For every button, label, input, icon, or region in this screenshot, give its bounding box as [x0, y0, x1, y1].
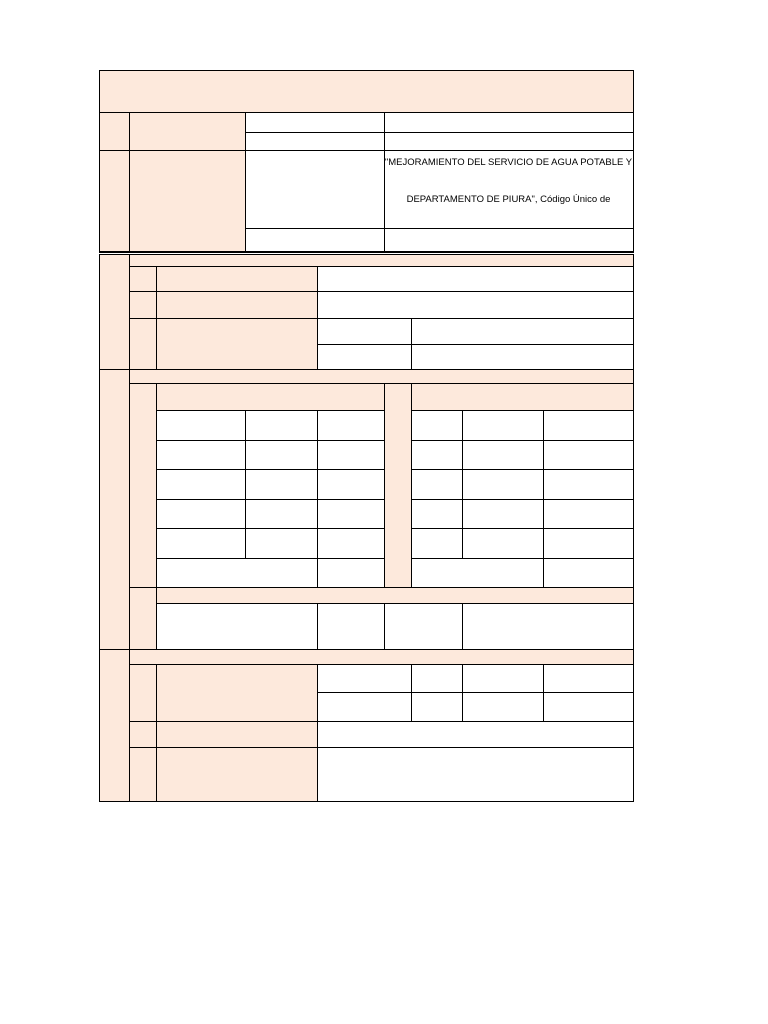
- s4-1-right-r1-c1: [411, 410, 463, 441]
- s5-2-index: [129, 721, 157, 748]
- s1-value-a1: [384, 112, 634, 133]
- s5-1-cell-c1: [462, 664, 544, 693]
- s5-1-cell-b1: [411, 664, 463, 693]
- s5-1-cell-b2: [411, 692, 463, 722]
- s3-3-value-b: [411, 344, 634, 370]
- s4-1-left-total-label: [156, 558, 318, 588]
- s1-index: [99, 112, 130, 151]
- s5-3-label: [156, 747, 318, 802]
- s4-2-index: [129, 587, 157, 650]
- section-divider: [99, 251, 634, 253]
- s5-2-label: [156, 721, 318, 748]
- s3-3-index: [129, 318, 157, 370]
- s4-1-right-r2-c3: [543, 440, 634, 470]
- s4-1-left-r3-c1: [156, 469, 246, 500]
- s3-index: [99, 254, 130, 370]
- s4-1-right-total-value: [543, 558, 634, 588]
- s5-index: [99, 649, 130, 802]
- s4-1-right-header: [411, 383, 634, 411]
- s4-1-left-header: [156, 383, 385, 411]
- s2-label: [129, 150, 246, 253]
- s4-1-right-r2-c1: [411, 440, 463, 470]
- s4-1-left-r2-c1: [156, 440, 246, 470]
- s4-1-right-r5-c3: [543, 528, 634, 559]
- s4-1-right-r1-c2: [462, 410, 544, 441]
- s4-index: [99, 369, 130, 650]
- s3-3-label: [156, 318, 318, 370]
- s4-1-right-r5-c1: [411, 528, 463, 559]
- s4-1-right-r2-c2: [462, 440, 544, 470]
- s2-field-code: [245, 228, 385, 253]
- s5-1-cell-a1: [317, 664, 412, 693]
- s1-value-a2: [384, 132, 634, 151]
- s1-field-a1: [245, 112, 385, 133]
- s5-1-cell-c2: [462, 692, 544, 722]
- s4-2-cell-d: [462, 603, 634, 650]
- project-name-line-2: DEPARTAMENTO DE PIURA", Código Único de: [406, 194, 611, 205]
- s4-1-right-r4-c3: [543, 499, 634, 529]
- s4-2-cell-a: [156, 603, 318, 650]
- s5-1-cell-a2: [317, 692, 412, 722]
- s3-2-label: [156, 291, 318, 319]
- s3-3-field-b: [317, 344, 412, 370]
- s4-1-left-r1-c2: [245, 410, 318, 441]
- s4-1-left-r3-c3: [317, 469, 385, 500]
- s5-1-label: [156, 664, 318, 722]
- s5-2-value: [317, 721, 634, 748]
- s4-1-right-r4-c2: [462, 499, 544, 529]
- s2-value-code: [384, 228, 634, 253]
- s4-1-left-r4-c1: [156, 499, 246, 529]
- s4-1-left-r5-c2: [245, 528, 318, 559]
- title-band: [99, 70, 634, 113]
- s2-field-name: [245, 150, 385, 229]
- s3-1-value: [317, 266, 634, 292]
- s4-1-left-r5-c1: [156, 528, 246, 559]
- s5-3-value: [317, 747, 634, 802]
- s4-1-right-r3-c3: [543, 469, 634, 500]
- s4-1-left-total-value: [317, 558, 385, 588]
- s5-1-cell-d1: [543, 664, 634, 693]
- s1-label: [129, 112, 246, 151]
- s4-1-index: [129, 383, 157, 588]
- s4-header: [129, 369, 634, 384]
- s4-1-right-r5-c2: [462, 528, 544, 559]
- s4-1-left-r4-c2: [245, 499, 318, 529]
- s4-1-left-r2-c2: [245, 440, 318, 470]
- s4-1-right-total-label: [411, 558, 544, 588]
- s2-index: [99, 150, 130, 253]
- s4-1-right-r1-c3: [543, 410, 634, 441]
- s3-3-value-a: [411, 318, 634, 345]
- s4-1-left-r1-c3: [317, 410, 385, 441]
- s1-field-a2: [245, 132, 385, 151]
- s3-1-label: [156, 266, 318, 292]
- s4-2-cell-c: [384, 603, 463, 650]
- s3-2-value: [317, 291, 634, 319]
- s3-3-field-a: [317, 318, 412, 345]
- project-name-line-1: "MEJORAMIENTO DEL SERVICIO DE AGUA POTABLE Y: [384, 157, 633, 168]
- s5-1-index: [129, 664, 157, 722]
- s3-1-index: [129, 266, 157, 292]
- s5-header: [129, 649, 634, 665]
- s4-1-right-r3-c1: [411, 469, 463, 500]
- s4-2-header: [156, 587, 634, 604]
- s5-1-cell-d2: [543, 692, 634, 722]
- s4-1-left-r5-c3: [317, 528, 385, 559]
- s4-1-left-r4-c3: [317, 499, 385, 529]
- s3-2-index: [129, 291, 157, 319]
- s4-1-left-r1-c1: [156, 410, 246, 441]
- s4-1-left-r2-c3: [317, 440, 385, 470]
- s4-1-left-r3-c2: [245, 469, 318, 500]
- s4-1-right-r3-c2: [462, 469, 544, 500]
- s5-3-index: [129, 747, 157, 802]
- s4-2-cell-b: [317, 603, 385, 650]
- s4-1-divider: [384, 383, 412, 588]
- s4-1-right-r4-c1: [411, 499, 463, 529]
